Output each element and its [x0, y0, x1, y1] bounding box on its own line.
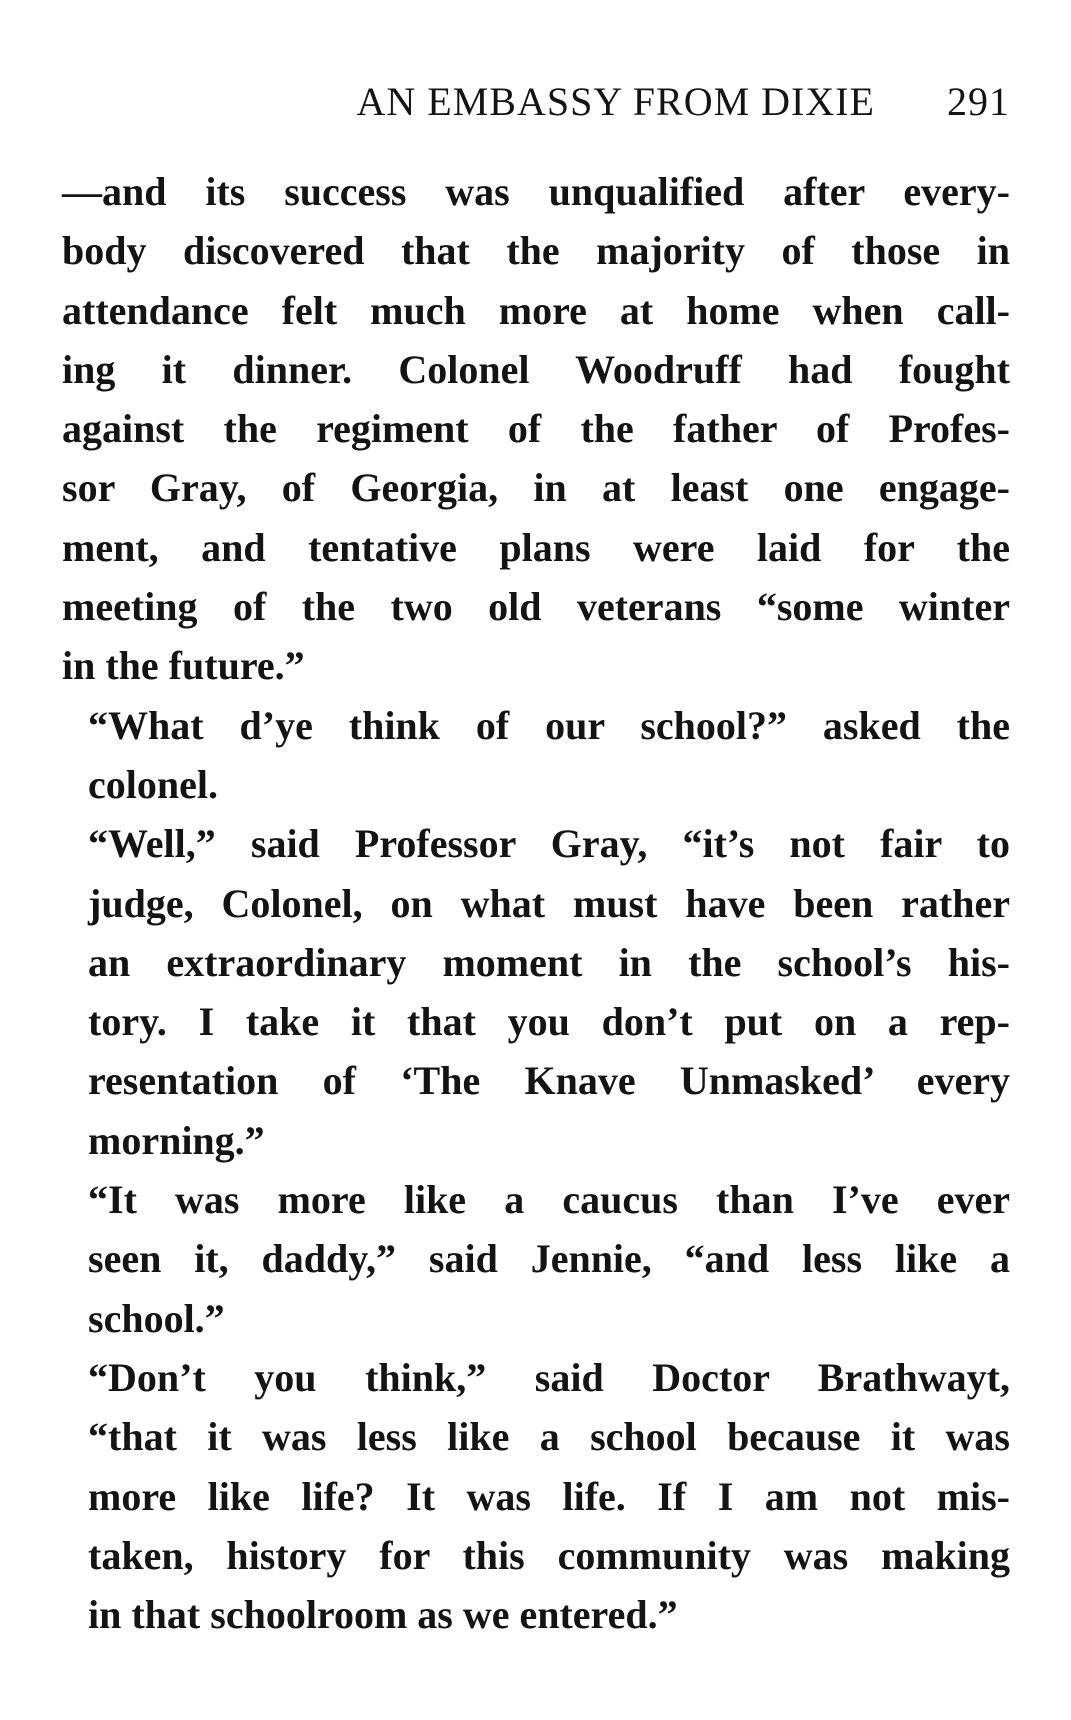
text-line: seen it, daddy,” said Jennie, “and less like a	[88, 1236, 1010, 1282]
text-line: sor Gray, of Georgia, in at least one engage-	[62, 465, 1010, 511]
text-line: tory. I take it that you don’t put on a rep-	[88, 999, 1010, 1045]
text-line: school.”	[88, 1295, 225, 1341]
paragraph-4	[62, 1170, 1010, 1348]
running-title: AN EMBASSY FROM DIXIE	[356, 79, 875, 124]
text-line: attendance felt much more at home when call-	[62, 287, 1010, 333]
text-line: ing it dinner. Colonel Woodruff had fought	[62, 346, 1010, 392]
text-line: taken, history for this community was making	[88, 1532, 1010, 1578]
page-number: 291	[947, 79, 1010, 124]
text-line: against the regiment of the father of Profes-	[62, 406, 1010, 452]
paragraph-3	[62, 814, 1010, 1170]
text-line: more like life? It was life. If I am not mis-	[88, 1473, 1010, 1519]
text-line: in that schoolroom as we entered.”	[88, 1592, 678, 1638]
text-line: in the future.”	[62, 643, 305, 689]
text-line: “What d’ye think of our school?” asked the	[88, 702, 1010, 748]
text-line: “Don’t you think,” said Doctor Brathwayt,	[88, 1354, 1010, 1400]
text-line: —and its success was unqualified after every-	[62, 169, 1010, 214]
text-line: resentation of ‘The Knave Unmasked’ every	[88, 1058, 1010, 1104]
book-page	[62, 78, 1010, 1644]
paragraph-1	[62, 162, 1010, 696]
text-line: judge, Colonel, on what must have been rather	[88, 880, 1010, 926]
running-head	[62, 78, 1010, 134]
text-line: “that it was less like a school because it was	[88, 1414, 1010, 1460]
paragraph-2	[62, 696, 1010, 815]
text-line: meeting of the two old veterans “some winter	[62, 584, 1010, 630]
text-line: colonel.	[88, 761, 218, 807]
text-line: body discovered that the majority of those in	[62, 228, 1010, 274]
text-line: an extraordinary moment in the school’s his-	[88, 939, 1010, 985]
paragraph-5	[62, 1348, 1010, 1644]
text-line: ment, and tentative plans were laid for the	[62, 524, 1010, 570]
text-line: morning.”	[88, 1117, 265, 1163]
text-line: “It was more like a caucus than I’ve ever	[88, 1177, 1010, 1223]
text-line: “Well,” said Professor Gray, “it’s not fair to	[88, 821, 1010, 867]
body-text	[62, 162, 1010, 1644]
